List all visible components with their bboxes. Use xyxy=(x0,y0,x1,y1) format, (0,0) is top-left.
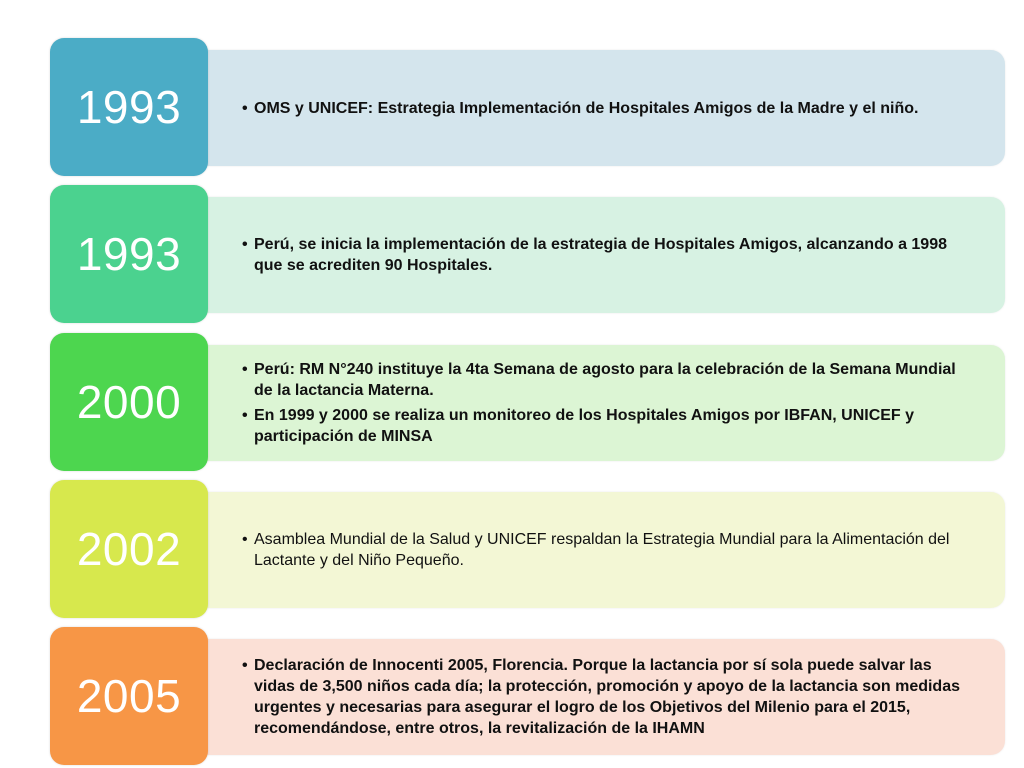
event-text: • En 1999 y 2000 se realiza un monitoreo de los Hospitales Amigos por IBFAN, UNICEF y participación de MINSA xyxy=(242,405,969,447)
timeline-row-2 xyxy=(0,185,1024,325)
year-badge-2: 1993 xyxy=(50,185,208,323)
event-text: • Perú: RM N°240 instituye la 4ta Semana de agosto para la celebración de la Semana Mundial de la lactancia Materna. xyxy=(242,359,969,401)
timeline-row-3 xyxy=(0,333,1024,473)
year-badge-4: 2002 xyxy=(50,480,208,618)
timeline-row-1 xyxy=(0,38,1024,178)
event-text: • OMS y UNICEF: Estrategia Implementación de Hospitales Amigos de la Madre y el niño. xyxy=(242,98,969,119)
event-list-3 xyxy=(242,359,969,447)
year-badge-1: 1993 xyxy=(50,38,208,176)
event-list-4 xyxy=(242,529,969,571)
event-box-5 xyxy=(160,639,1005,755)
timeline-row-5 xyxy=(0,627,1024,767)
timeline-row-4 xyxy=(0,480,1024,620)
event-box-2 xyxy=(160,197,1005,313)
event-list-2 xyxy=(242,234,969,276)
event-text: • Asamblea Mundial de la Salud y UNICEF respaldan la Estrategia Mundial para la Alimentación del Lactante y del Niño Pequeño. xyxy=(242,529,969,571)
year-badge-3: 2000 xyxy=(50,333,208,471)
year-badge-5: 2005 xyxy=(50,627,208,765)
event-text: • Perú, se inicia la implementación de la estrategia de Hospitales Amigos, alcanzando a 1998 que se acrediten 90 Hospitales. xyxy=(242,234,969,276)
event-box-3 xyxy=(160,345,1005,461)
event-list-1 xyxy=(242,98,969,119)
event-text: • Declaración de Innocenti 2005, Florencia. Porque la lactancia por sí sola puede salvar las vidas de 3,500 niños cada día; la protección, promoción y apoyo de la lactancia son medidas urgentes y necesarias para asegurar el logro de los Objetivos del Milenio para el 2015, recomendándose, entre otros, la revitalización de la IHAMN xyxy=(242,655,969,739)
event-box-4 xyxy=(160,492,1005,608)
event-box-1 xyxy=(160,50,1005,166)
event-list-5 xyxy=(242,655,969,739)
